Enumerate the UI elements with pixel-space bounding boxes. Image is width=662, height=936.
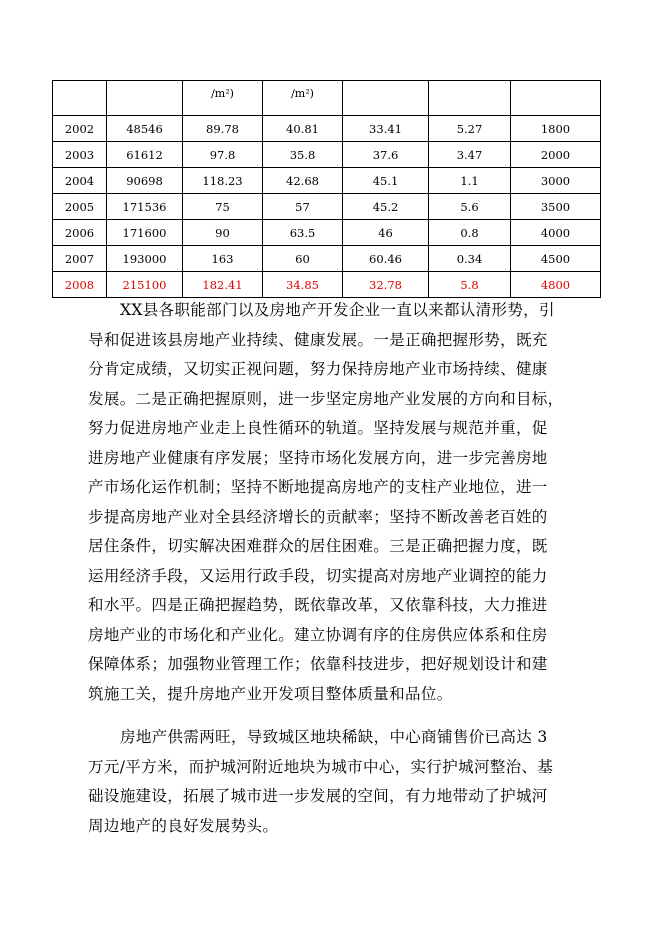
- table-header-cell: /m²): [263, 81, 343, 116]
- table-cell: 163: [183, 246, 263, 272]
- table-cell: 182.41: [183, 272, 263, 298]
- table-header-cell: [343, 81, 429, 116]
- table-cell: 42.68: [263, 168, 343, 194]
- table-cell: 37.6: [343, 142, 429, 168]
- text-line: 进房地产业健康有序发展；坚持市场化发展方向，进一步完善房地: [88, 448, 548, 467]
- text-line: 周边地产的良好发展势头。: [88, 816, 279, 835]
- table-cell: 171536: [107, 194, 183, 220]
- table-row: [53, 168, 601, 194]
- table-cell: 60.46: [343, 246, 429, 272]
- table-cell: 5.8: [429, 272, 511, 298]
- table-cell: 61612: [107, 142, 183, 168]
- table-cell: 1.1: [429, 168, 511, 194]
- text-line: XX县各职能部门以及房地产开发企业一直以来都认清形势，引: [120, 301, 555, 319]
- table-cell: 3000: [511, 168, 601, 194]
- table-cell: 3500: [511, 194, 601, 220]
- text-line: 产市场化运作机制；坚持不断地提高房地产的支柱产业地位，进一: [88, 478, 548, 496]
- year-cell: 2002: [53, 116, 107, 142]
- table-cell: 0.34: [429, 246, 511, 272]
- table-cell: 193000: [107, 246, 183, 272]
- paragraph-2: [88, 723, 558, 841]
- text-line: 房地产业的市场化和产业化。建立协调有序的住房供应体系和住房: [88, 625, 548, 644]
- text-line: 步提高房地产业对全县经济增长的贡献率；坚持不断改善老百姓的: [88, 507, 548, 526]
- table-cell: 0.8: [429, 220, 511, 246]
- table-cell: 118.23: [183, 168, 263, 194]
- year-cell: 2007: [53, 246, 107, 272]
- table-cell: 3.47: [429, 142, 511, 168]
- text-line: 保障体系；加强物业管理工作；依靠科技进步，把好规划设计和建: [88, 655, 548, 673]
- text-line: 导和促进该县房地产业持续、健康发展。一是正确把握形势，既充: [88, 330, 548, 349]
- table-cell: 35.8: [263, 142, 343, 168]
- text-line: 居住条件，切实解决困难群众的居住困难。三是正确把握力度，既: [88, 537, 548, 555]
- table-row: [53, 142, 601, 168]
- table-cell: 4000: [511, 220, 601, 246]
- table-cell: 90698: [107, 168, 183, 194]
- text-line: 努力促进房地产业走上良性循环的轨道。坚持发展与规范并重，促: [88, 419, 548, 437]
- text-line: 发展。二是正确把握原则，进一步坚定房地产业发展的方向和目标，: [88, 389, 564, 408]
- table-cell: 90: [183, 220, 263, 246]
- text-line: 和水平。四是正确把握趋势，既依靠改革，又依靠科技，大力推进: [88, 596, 548, 614]
- text-line: 础设施建设，拓展了城市进一步发展的空间，有力地带动了护城河: [88, 787, 548, 805]
- table-header-cell: [107, 81, 183, 116]
- table-cell: 60: [263, 246, 343, 272]
- table-cell: 32.78: [343, 272, 429, 298]
- table-cell: 4800: [511, 272, 601, 298]
- table-row: [53, 246, 601, 272]
- year-cell: 2005: [53, 194, 107, 220]
- year-cell: 2008: [53, 272, 107, 298]
- table-cell: 45.2: [343, 194, 429, 220]
- paragraph-1: [88, 296, 564, 709]
- text-line: 分肯定成绩，又切实正视问题，努力保持房地产业市场持续、健康: [88, 360, 548, 378]
- text-line: 筑施工关，提升房地产业开发项目整体质量和品位。: [88, 684, 453, 703]
- table-cell: 48546: [107, 116, 183, 142]
- text-line: 万元/平方米，而护城河附近地块为城市中心，实行护城河整治、基: [88, 757, 554, 776]
- table-cell: 2000: [511, 142, 601, 168]
- table-cell: 33.41: [343, 116, 429, 142]
- table-header-row: [53, 81, 601, 116]
- text-line: 运用经济手段，又运用行政手段，切实提高对房地产业调控的能力: [88, 566, 548, 585]
- table-header-cell: [511, 81, 601, 116]
- table-row: [53, 194, 601, 220]
- table-header-cell: [53, 81, 107, 116]
- table-cell: 89.78: [183, 116, 263, 142]
- table-cell: 40.81: [263, 116, 343, 142]
- table-cell: 46: [343, 220, 429, 246]
- table-body: [53, 116, 601, 298]
- year-cell: 2004: [53, 168, 107, 194]
- table-cell: 75: [183, 194, 263, 220]
- table-header-cell: [429, 81, 511, 116]
- table-cell: 1800: [511, 116, 601, 142]
- year-cell: 2003: [53, 142, 107, 168]
- table-row: [53, 272, 601, 298]
- table-cell: 4500: [511, 246, 601, 272]
- table-cell: 63.5: [263, 220, 343, 246]
- table-cell: 171600: [107, 220, 183, 246]
- table-row: [53, 220, 601, 246]
- table-cell: 97.8: [183, 142, 263, 168]
- text-line: 房地产供需两旺，导致城区地块稀缺，中心商铺售价已高达 3: [120, 728, 548, 746]
- year-cell: 2006: [53, 220, 107, 246]
- data-table: [52, 80, 601, 298]
- table-cell: 5.6: [429, 194, 511, 220]
- table-cell: 57: [263, 194, 343, 220]
- table-cell: 45.1: [343, 168, 429, 194]
- table-cell: 215100: [107, 272, 183, 298]
- table-cell: 34.85: [263, 272, 343, 298]
- table-row: [53, 116, 601, 142]
- table-header-cell: /m²): [183, 81, 263, 116]
- table-cell: 5.27: [429, 116, 511, 142]
